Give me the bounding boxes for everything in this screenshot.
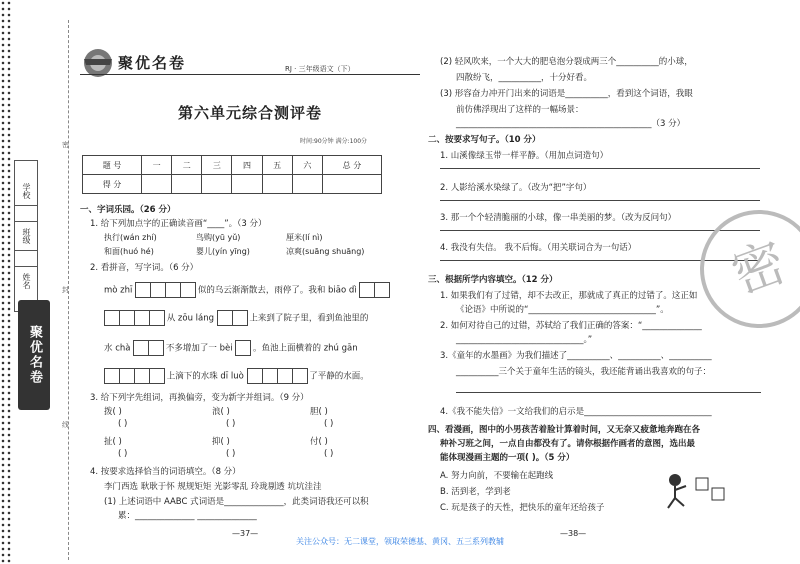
section-4-heading-2: 种补习班之间，一点自由都没有了。请你根据作画者的意图，选出最 xyxy=(440,439,696,449)
q3-prompt: 3. 给下列字先组词，再换偏旁，变为新字并组词。（9 分） xyxy=(90,393,309,403)
q1-item-5[interactable]: 婴儿(yín yīng) xyxy=(196,247,250,256)
page-number-right: —38— xyxy=(560,529,587,538)
r-q2b: 四散纷飞，__________，十分好看。 xyxy=(456,73,593,83)
q1-item-4[interactable]: 和面(huó hé) xyxy=(104,247,154,256)
score-table xyxy=(82,155,382,194)
section-2-heading: 二、按要求写句子。（10 分） xyxy=(428,135,541,145)
header-rule xyxy=(80,74,420,75)
q3-group-6: 付( ) ( ) xyxy=(310,437,334,459)
q3-group-5: 抑( ) ( ) xyxy=(212,437,236,459)
side-char-xian: 线 xyxy=(62,421,69,429)
option-c[interactable]: C. 玩是孩子的天性，把快乐的童年还给孩子 xyxy=(440,503,605,513)
s2-q3: 3. 那一个个轻清脆丽的小球，像一串美丽的梦。（改为反问句） xyxy=(440,213,677,223)
q4-sub-1b[interactable]: 累：______________ ______________ xyxy=(118,511,257,521)
s2-q4: 4. 我没有失信。 我不后悔。（用关联词合为一句话） xyxy=(440,243,637,253)
s3-q1b[interactable]: 《论语》中所说的“______________________________”。 xyxy=(456,305,669,315)
grade-label: RJ · 三年级语文（下） xyxy=(285,65,355,73)
cartoon-illustration xyxy=(660,470,730,510)
q3-group-2: 浪( ) ( ) xyxy=(212,407,236,429)
s3-q3-answer-line[interactable] xyxy=(456,392,761,393)
r-q3b: 前仿佛浮现出了这样的一幅场景： xyxy=(456,105,584,115)
q1-item-2[interactable]: 鸟购(yū yǔ) xyxy=(196,233,241,242)
q2-row-3: 水 chà 不多增加了一 bèi 。鱼池上面横着的 zhú gān xyxy=(104,340,358,356)
page-title: 第六单元综合测评卷 xyxy=(177,104,322,122)
section-3-heading: 三、根据所学内容填空。（12 分） xyxy=(428,275,558,285)
section-4-heading-1: 四、看漫画，图中的小男孩苦着脸计算着时间，又无奈又疲惫地奔跑在各 xyxy=(428,425,701,435)
binding-dashed-line xyxy=(68,20,69,560)
q3-group-3: 胆( ) ( ) xyxy=(310,407,334,429)
score-header-row: 题 号 一 二 三 四 五 六 总 分 xyxy=(83,156,382,175)
q4-word-bank: 李门西选 耿耿于怀 规规矩矩 光影零乱 玲珑剔透 坑坑洼洼 xyxy=(104,482,322,492)
binding-dots xyxy=(0,0,12,564)
s3-q4: 4.《我不能失信》一文给我们的启示是______________________________ xyxy=(440,407,712,417)
section-4-heading-3: 能体现漫画主题的一项( )。（5 分） xyxy=(440,453,575,463)
side-char-feng: 封 xyxy=(62,286,69,294)
score-value-row: 得 分 xyxy=(83,175,382,194)
running-boy-icon xyxy=(660,470,730,510)
s3-q2b[interactable]: ______________________________。” xyxy=(456,335,593,345)
r-q3c[interactable]: ______________________________________________（3 分） xyxy=(456,119,686,129)
q2-row-4: 上滴下的水珠 dī luò 了平静的水面。 xyxy=(104,368,369,384)
q1-item-3[interactable]: 厘米(lí nì) xyxy=(286,233,323,242)
q2-prompt: 2. 看拼音，写字词。（6 分） xyxy=(90,263,199,273)
s2-q2-answer-line[interactable] xyxy=(440,200,760,201)
option-b[interactable]: B. 活到老，学到老 xyxy=(440,487,511,497)
s2-q1-answer-line[interactable] xyxy=(440,168,760,169)
s3-q3: 3.《童年的水墨画》为我们描述了__________、__________、__________ xyxy=(440,351,712,361)
brand-title: 聚优名卷 xyxy=(118,54,187,72)
school-field-label: 学校 xyxy=(14,160,38,222)
section-1-heading: 一、字词乐园。（26 分） xyxy=(80,205,176,215)
q2-row-2: 从 zōu láng 上来到了院子里，看到鱼池里的 xyxy=(104,310,368,326)
q3-group-1: 拨( ) ( ) xyxy=(104,407,128,429)
s2-q1: 1. 山溪像绿玉带一样平静。（用加点词造句） xyxy=(440,151,609,161)
q4-prompt: 4. 按要求选择恰当的词语填空。（8 分） xyxy=(90,467,241,477)
page-number-left: —37— xyxy=(232,529,259,538)
s3-q2: 2. 如何对待自己的过错，苏轼给了我们正确的答案：“______________ xyxy=(440,321,702,331)
q1-item-6[interactable]: 凉爽(suāng shuāng) xyxy=(286,247,365,256)
s3-q3b: __________三个关于童年生活的镜头，我还能背诵出我喜欢的句子： xyxy=(456,367,712,377)
exam-meta: 时间:90分钟 满分:100分 xyxy=(300,138,368,145)
r-q3: (3) 形容奋力冲开门出来的词语是__________，看到这个词语，我眼 xyxy=(440,89,693,99)
q2-row-1: mò zhī 似的乌云渐渐散去，雨停了。我和 biāo dì xyxy=(104,282,389,298)
vertical-logo: 聚优名卷 xyxy=(18,300,50,410)
q1-item-1[interactable]: 执行(wán zhí) xyxy=(104,233,157,242)
confidential-stamp: 密 xyxy=(683,193,800,344)
side-char-mi: 密 xyxy=(62,141,69,149)
name-field-label: 姓名 xyxy=(14,250,38,312)
q4-sub-1: (1) 上述词语中 AABC 式词语是______________，此类词语我还可以积 xyxy=(104,497,369,507)
option-a[interactable]: A. 努力向前，不要输在起跑线 xyxy=(440,471,554,481)
r-q2: (2) 轻风吹来，一个大大的肥皂泡分裂成两三个__________的小球， xyxy=(440,57,693,67)
q3-group-4: 扯( ) ( ) xyxy=(104,437,128,459)
s3-q1: 1. 如果我们有了过错，却不去改正，那就成了真正的过错了。这正如 xyxy=(440,291,698,301)
footer-promo[interactable]: 关注公众号：无二课堂，领取荣德基、黄冈、五三系列教辅 xyxy=(296,537,504,546)
q1-prompt: 1. 给下列加点字的正确读音画“____”。（3 分） xyxy=(90,219,267,229)
s2-q2: 2. 人影给溪水染绿了。（改为“把”字句） xyxy=(440,183,592,193)
class-field-label: 班级 xyxy=(14,205,38,267)
